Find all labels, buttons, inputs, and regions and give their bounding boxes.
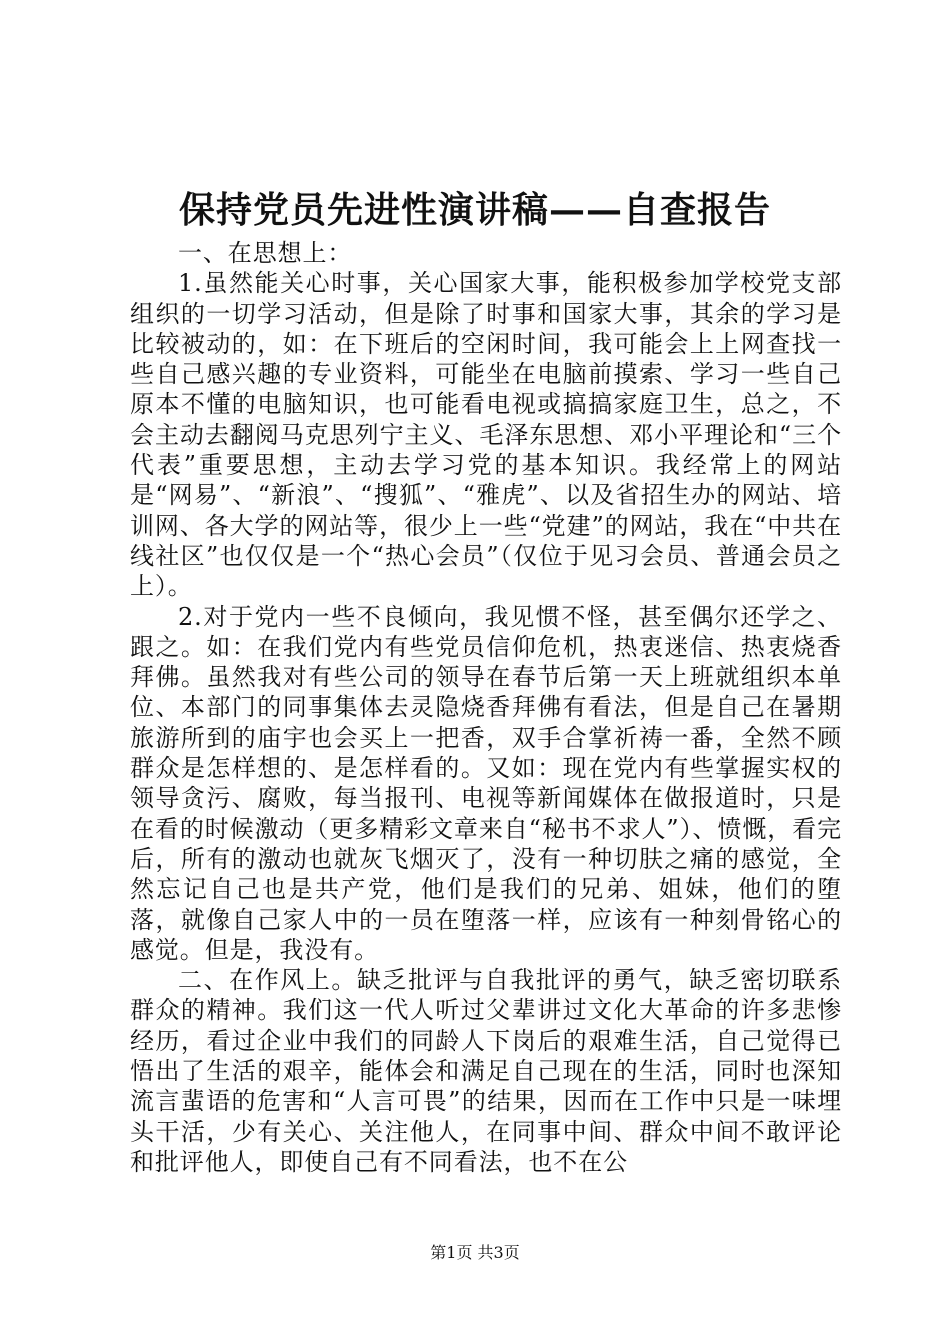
section-heading-ideology: 一、在思想上： [178, 239, 353, 267]
document-body [130, 238, 842, 1177]
paragraph-item-1: 1.虽然能关心时事，关心国家大事，能积极参加学校党支部组织的一切学习活动，但是除了时事和国家大事，其余的学习是比较被动的，如：在下班后的空闲时间，我可能会上上网查找一些自己感兴趣的专业资料，可能坐在电脑前摸索、学习一些自己原本不懂的电脑知识，也可能看电视或搞搞家庭卫生，总之，不会主动去翻阅马克思列宁主义、毛泽东思想、邓小平理论和“三个代表”重要思想，主动去学习党的基本知识。我经常上的网站是“网易”、“新浪”、“搜狐”、“雅虎”、以及省招生办的网站、培训网、各大学的网站等，很少上一些“党建”的网站，我在“中共在线社区”也仅仅是一个“热心会员”（仅位于见习会员、普通会员之上）。 [130, 269, 842, 601]
paragraph-section-2: 二、在作风上。缺乏批评与自我批评的勇气，缺乏密切联系群众的精神。我们这一代人听过父辈讲过文化大革命的许多悲惨经历，看过企业中我们的同龄人下岗后的艰难生活，自己觉得已悟出了生活的艰辛，能体会和满足自己现在的生活，同时也深知流言蜚语的危害和“人言可畏”的结果，因而在工作中只是一味埋头干活，少有关心、关注他人，在同事中间、群众中间不敢评论和批评他人，即使自己有不同看法，也不在公 [130, 966, 842, 1176]
document-title: 保持党员先进性演讲稿——自查报告 [178, 189, 771, 231]
page-footer: 第1页 共3页 [430, 1243, 520, 1262]
paragraph-item-2: 2.对于党内一些不良倾向，我见惯不怪，甚至偶尔还学之、跟之。如：在我们党内有些党员信仰危机，热衷迷信、热衷烧香拜佛。虽然我对有些公司的领导在春节后第一天上班就组织本单位、本部门的同事集体去灵隐烧香拜佛有看法，但是自己在暑期旅游所到的庙宇也会买上一把香，双手合掌祈祷一番，全然不顾群众是怎样想的、是怎样看的。又如：现在党内有些掌握实权的领导贪污、腐败，每当报刊、电视等新闻媒体在做报道时，只是在看的时候激动（更多精彩文章来自“秘书不求人”）、愤慨，看完后，所有的激动也就灰飞烟灭了，没有一种切肤之痛的感觉，全然忘记自己也是共产党，他们是我们的兄弟、姐妹，他们的堕落，就像自己家人中的一员在堕落一样，应该有一种刻骨铭心的感觉。但是，我没有。 [130, 602, 842, 964]
